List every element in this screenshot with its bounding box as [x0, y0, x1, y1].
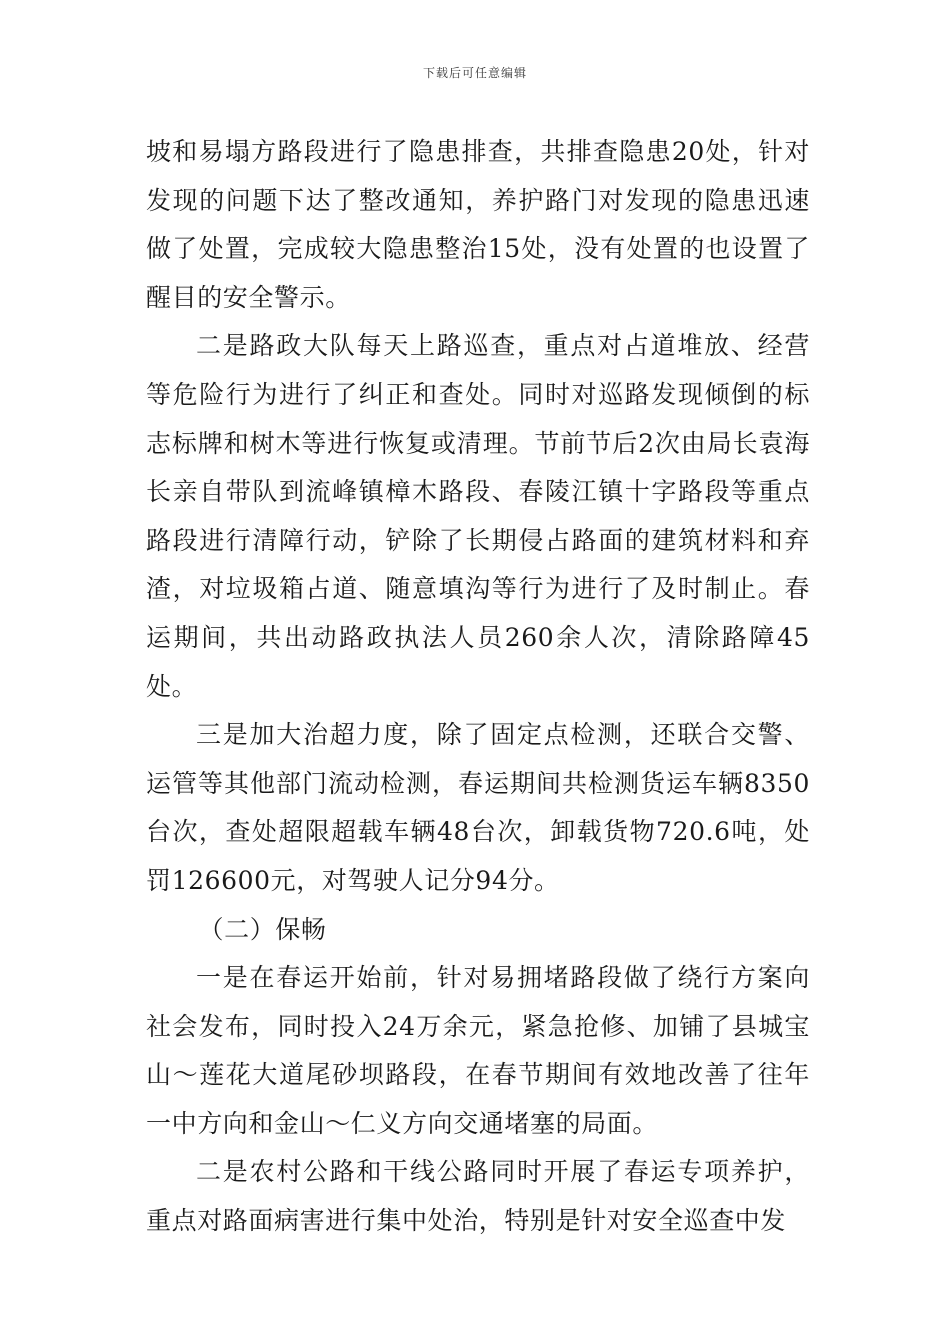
section-heading-baochang: （二）保畅 — [198, 914, 327, 944]
document-body — [146, 128, 810, 1246]
paragraph-overload-control: 三是加大治超力度，除了固定点检测，还联合交警、运管等其他部门流动检测，春运期间共检测货运车辆8350台次，查处超限超载车辆48台次，卸载货物720.6吨，处罚126600元，对驾驶人记分94分。 — [146, 720, 810, 895]
paragraph-road-patrol: 二是路政大队每天上路巡查，重点对占道堆放、经营等危险行为进行了纠正和查处。同时对巡路发现倾倒的标志标牌和树木等进行恢复或清理。节前节后2次由局长袁海长亲自带队到流峰镇樟木路段、春陵江镇十字路段等重点路段进行清障行动，铲除了长期侵占路面的建筑材料和弃渣，对垃圾箱占道、随意填沟等行为进行了及时制止。春运期间，共出动路政执法人员260余人次，清除路障45处。 — [146, 331, 810, 701]
paragraph-hazard-check: 坡和易塌方路段进行了隐患排查，共排查隐患20处，针对发现的问题下达了整改通知，养护路门对发现的隐患迅速做了处置，完成较大隐患整治15处，没有处置的也设置了醒目的安全警示。 — [146, 137, 810, 312]
paragraph-special-maintenance: 二是农村公路和干线公路同时开展了春运专项养护，重点对路面病害进行集中处治，特别是针对安全巡查中发 — [146, 1157, 810, 1236]
page-header: 下载后可任意编辑 — [422, 66, 527, 80]
paragraph-congestion-relief: 一是在春运开始前，针对易拥堵路段做了绕行方案向社会发布，同时投入24万余元，紧急抢修、加铺了县城宝山～莲花大道尾砂坝路段，在春节期间有效地改善了往年一中方向和金山～仁义方向交通堵塞的局面。 — [146, 963, 810, 1138]
